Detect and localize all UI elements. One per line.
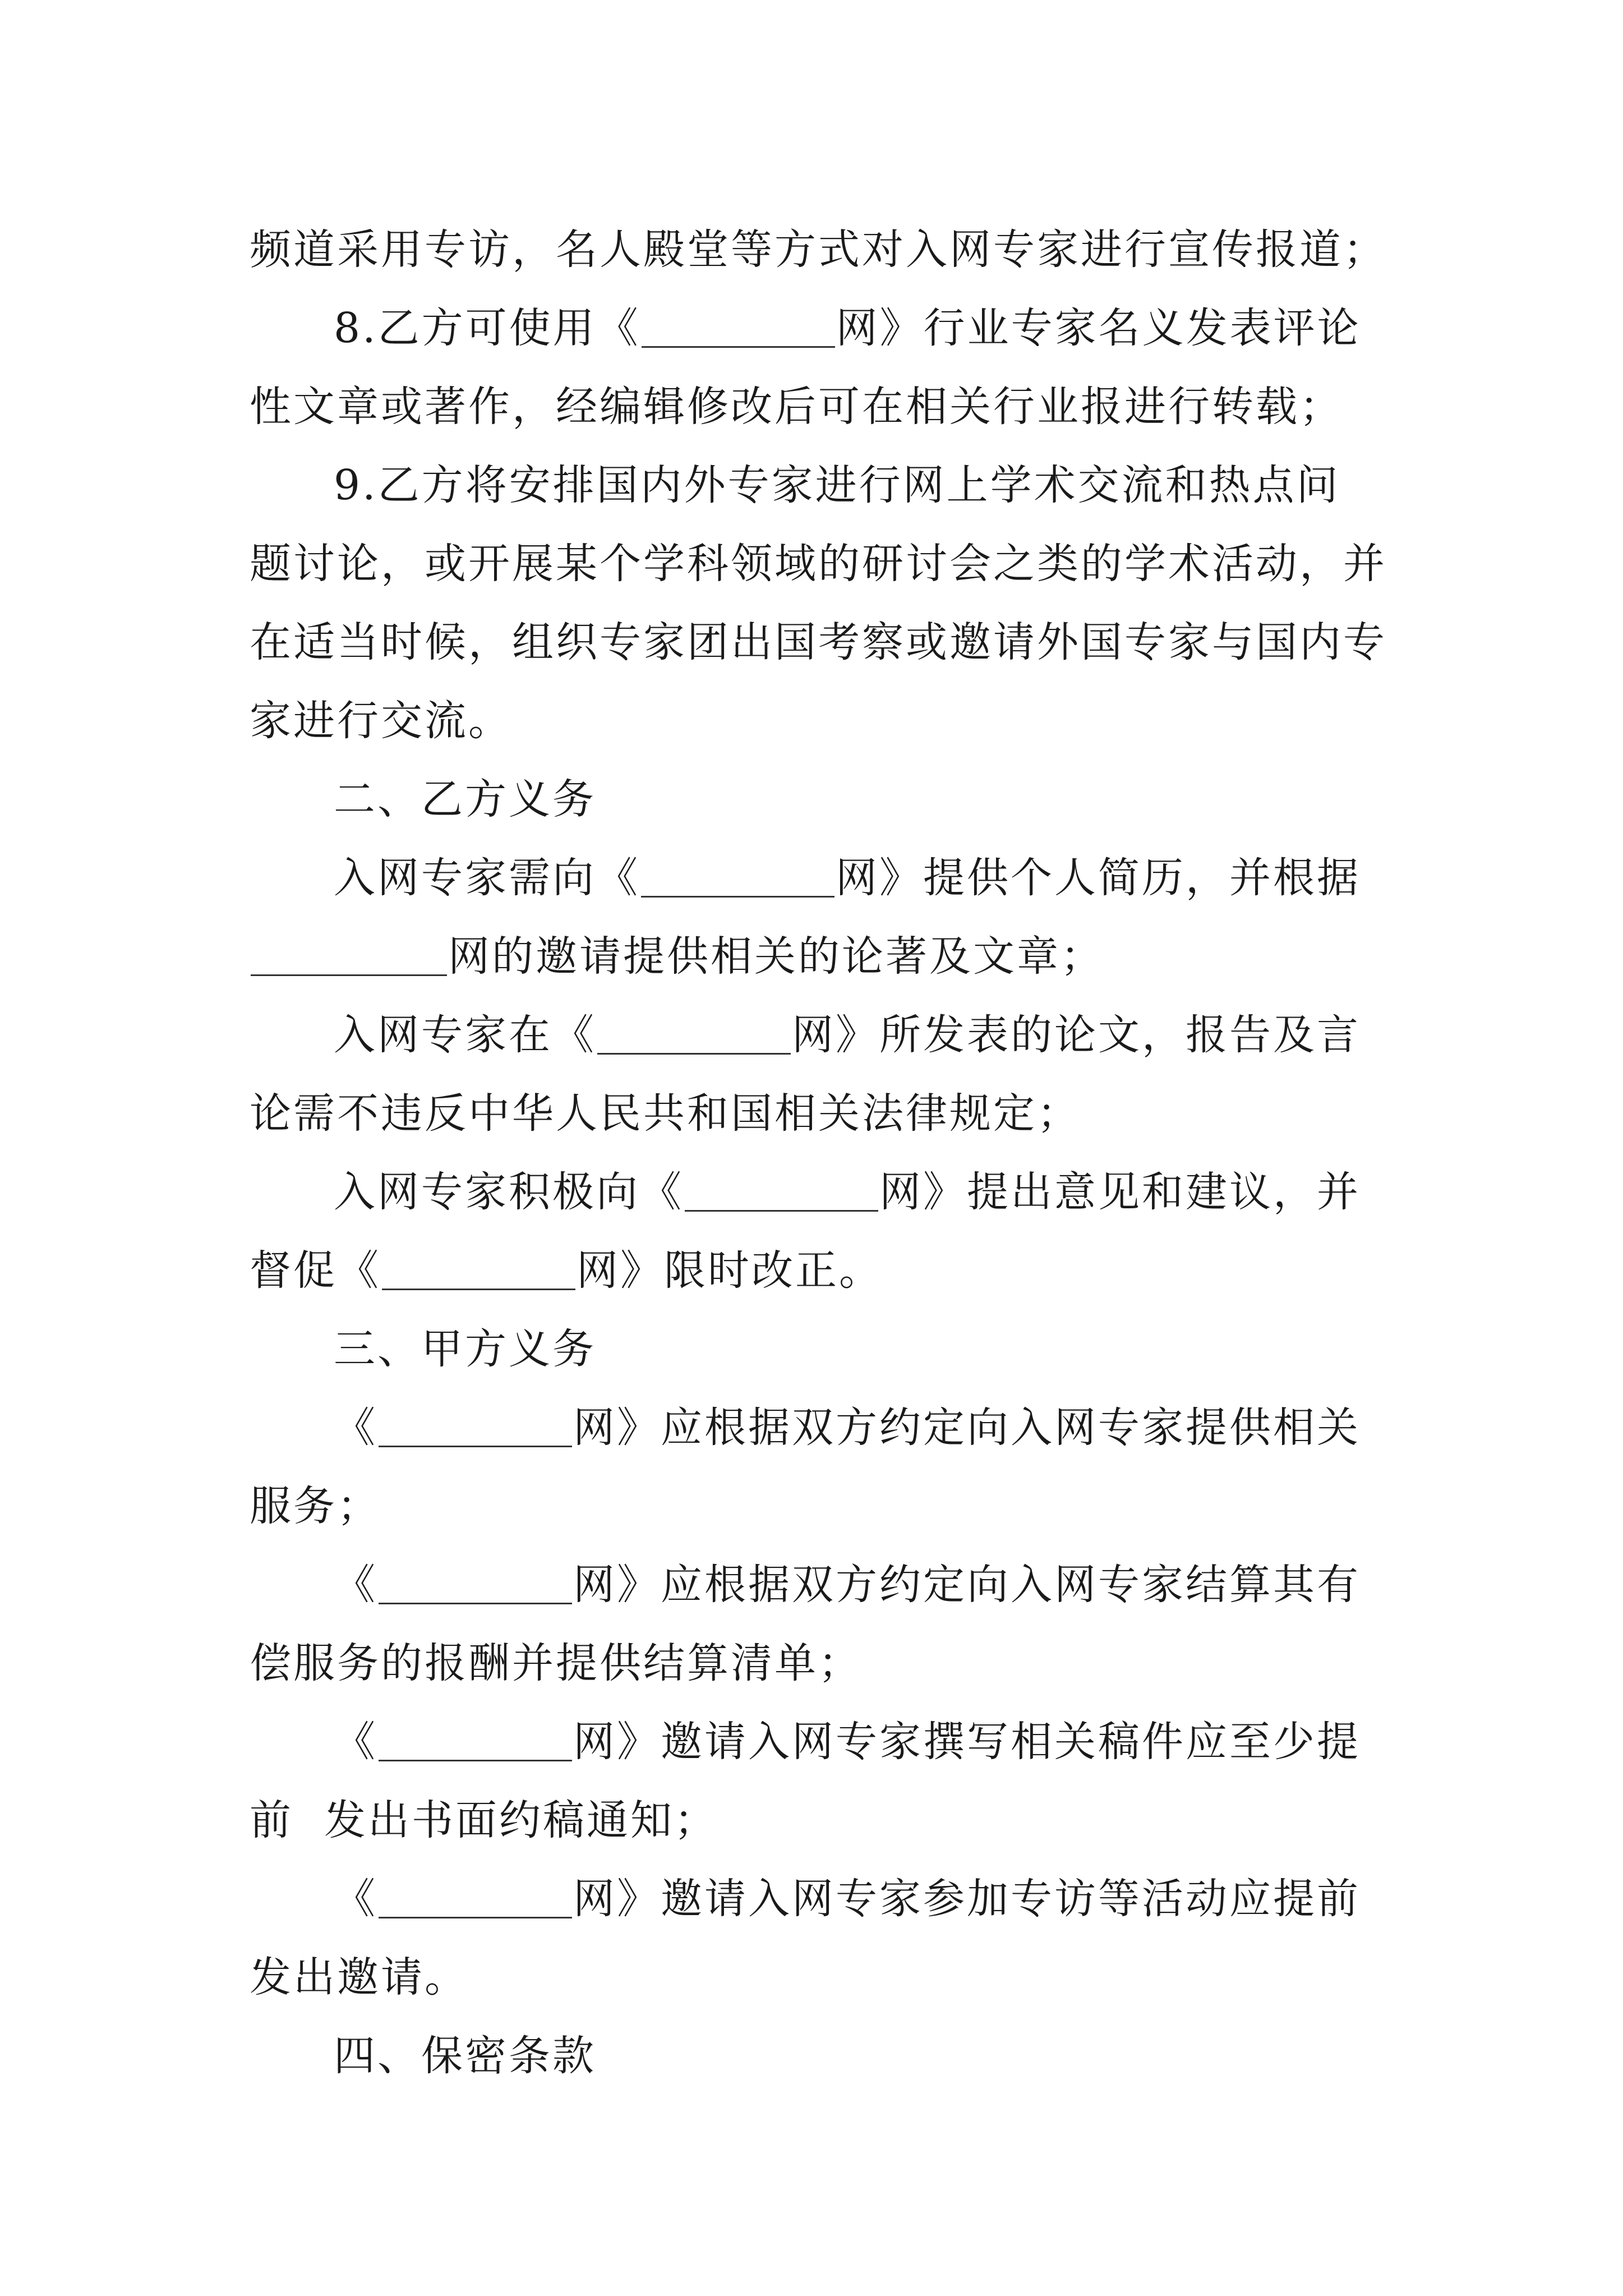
text-run: 频道采用专访，名人殿堂等方式对入网专家进行宣传报道； — [250, 226, 1387, 274]
fill-in-blank — [642, 345, 835, 348]
paragraph-line — [250, 839, 1388, 917]
paragraph-line — [250, 1781, 1388, 1860]
paragraph-line — [250, 1074, 1388, 1153]
text-run: 四、保密条款 — [334, 2032, 596, 2080]
text-run: 在适当时候，组织专家团出国考察或邀请外国专家与国内专 — [250, 618, 1387, 666]
section-heading — [250, 1310, 1388, 1388]
text-run: 《 — [334, 1718, 377, 1766]
paragraph-line — [250, 289, 1388, 367]
text-run: 网》所发表的论文，报告及言 — [792, 1011, 1361, 1059]
paragraph-line — [250, 367, 1388, 446]
fill-in-blank — [379, 1444, 572, 1447]
text-run: 网》邀请入网专家撰写相关稿件应至少提 — [573, 1718, 1361, 1766]
text-run: 网》行业专家名义发表评论 — [836, 304, 1361, 352]
fill-in-blank — [379, 1602, 572, 1604]
text-run: 网的邀请提供相关的论著及文章； — [448, 932, 1104, 981]
text-run: 题讨论，或开展某个学科领域的研讨会之类的学术活动，并 — [250, 540, 1387, 588]
text-run: 二、乙方义务 — [334, 775, 596, 823]
text-run: 性文章或著作，经编辑修改后可在相关行业报进行转载； — [250, 383, 1343, 431]
paragraph-line — [250, 603, 1388, 682]
text-run: 偿服务的报酬并提供结算清单； — [250, 1639, 862, 1687]
section-heading — [250, 2017, 1388, 2095]
paragraph-line — [250, 1545, 1388, 1624]
text-run: 入网专家在《 — [334, 1011, 596, 1059]
text-run: 家进行交流。 — [250, 697, 512, 745]
text-run: 入网专家需向《 — [334, 854, 640, 902]
fill-in-blank — [251, 973, 447, 976]
paragraph-line — [250, 524, 1388, 603]
text-run: 网》应根据双方约定向入网专家提供相关 — [573, 1404, 1361, 1452]
text-run: 网》应根据双方约定向入网专家结算其有 — [573, 1561, 1361, 1609]
paragraph-line — [250, 1860, 1388, 1938]
paragraph-line — [250, 682, 1388, 760]
text-run: 《 — [334, 1404, 377, 1452]
text-run: 发出邀请。 — [250, 1953, 468, 2001]
fill-in-blank — [641, 895, 834, 898]
text-run: 网》邀请入网专家参加专访等活动应提前 — [573, 1875, 1361, 1923]
fill-in-blank — [597, 1052, 791, 1055]
paragraph-line — [250, 917, 1388, 996]
paragraph-line — [250, 1467, 1388, 1545]
text-run: 网》限时改正。 — [577, 1246, 883, 1295]
text-run: 8.乙方可使用《 — [334, 304, 640, 352]
text-run: 网》提出意见和建议，并 — [879, 1168, 1361, 1216]
paragraph-line — [250, 1153, 1388, 1231]
paragraph-line — [250, 446, 1388, 524]
text-run: 论需不违反中华人民共和国相关法律规定； — [250, 1089, 1081, 1138]
text-run: 服务； — [250, 1482, 381, 1530]
text-run: 《 — [334, 1875, 377, 1923]
paragraph-line — [250, 210, 1388, 289]
paragraph-line — [250, 1388, 1388, 1467]
text-run: 《 — [334, 1561, 377, 1609]
text-run: 网》提供个人简历，并根据 — [836, 854, 1361, 902]
text-run: 9.乙方将安排国内外专家进行网上学术交流和热点问 — [334, 461, 1340, 509]
text-run: 三、甲方义务 — [334, 1325, 596, 1373]
paragraph-line — [250, 996, 1388, 1074]
text-run: 督促《 — [250, 1246, 381, 1295]
paragraph-line — [250, 1938, 1388, 2017]
paragraph-line — [250, 1624, 1388, 1703]
paragraph-line — [250, 1703, 1388, 1781]
section-heading — [250, 760, 1388, 839]
text-run: 入网专家积极向《 — [334, 1168, 684, 1216]
fill-in-blank — [379, 1759, 572, 1761]
fill-in-blank — [685, 1209, 878, 1212]
paragraph-line — [250, 1231, 1388, 1310]
document-body — [250, 210, 1388, 2095]
fill-in-blank — [382, 1287, 575, 1290]
fill-in-blank — [379, 1916, 572, 1918]
text-run: 前 发出书面约稿通知； — [250, 1796, 718, 1844]
